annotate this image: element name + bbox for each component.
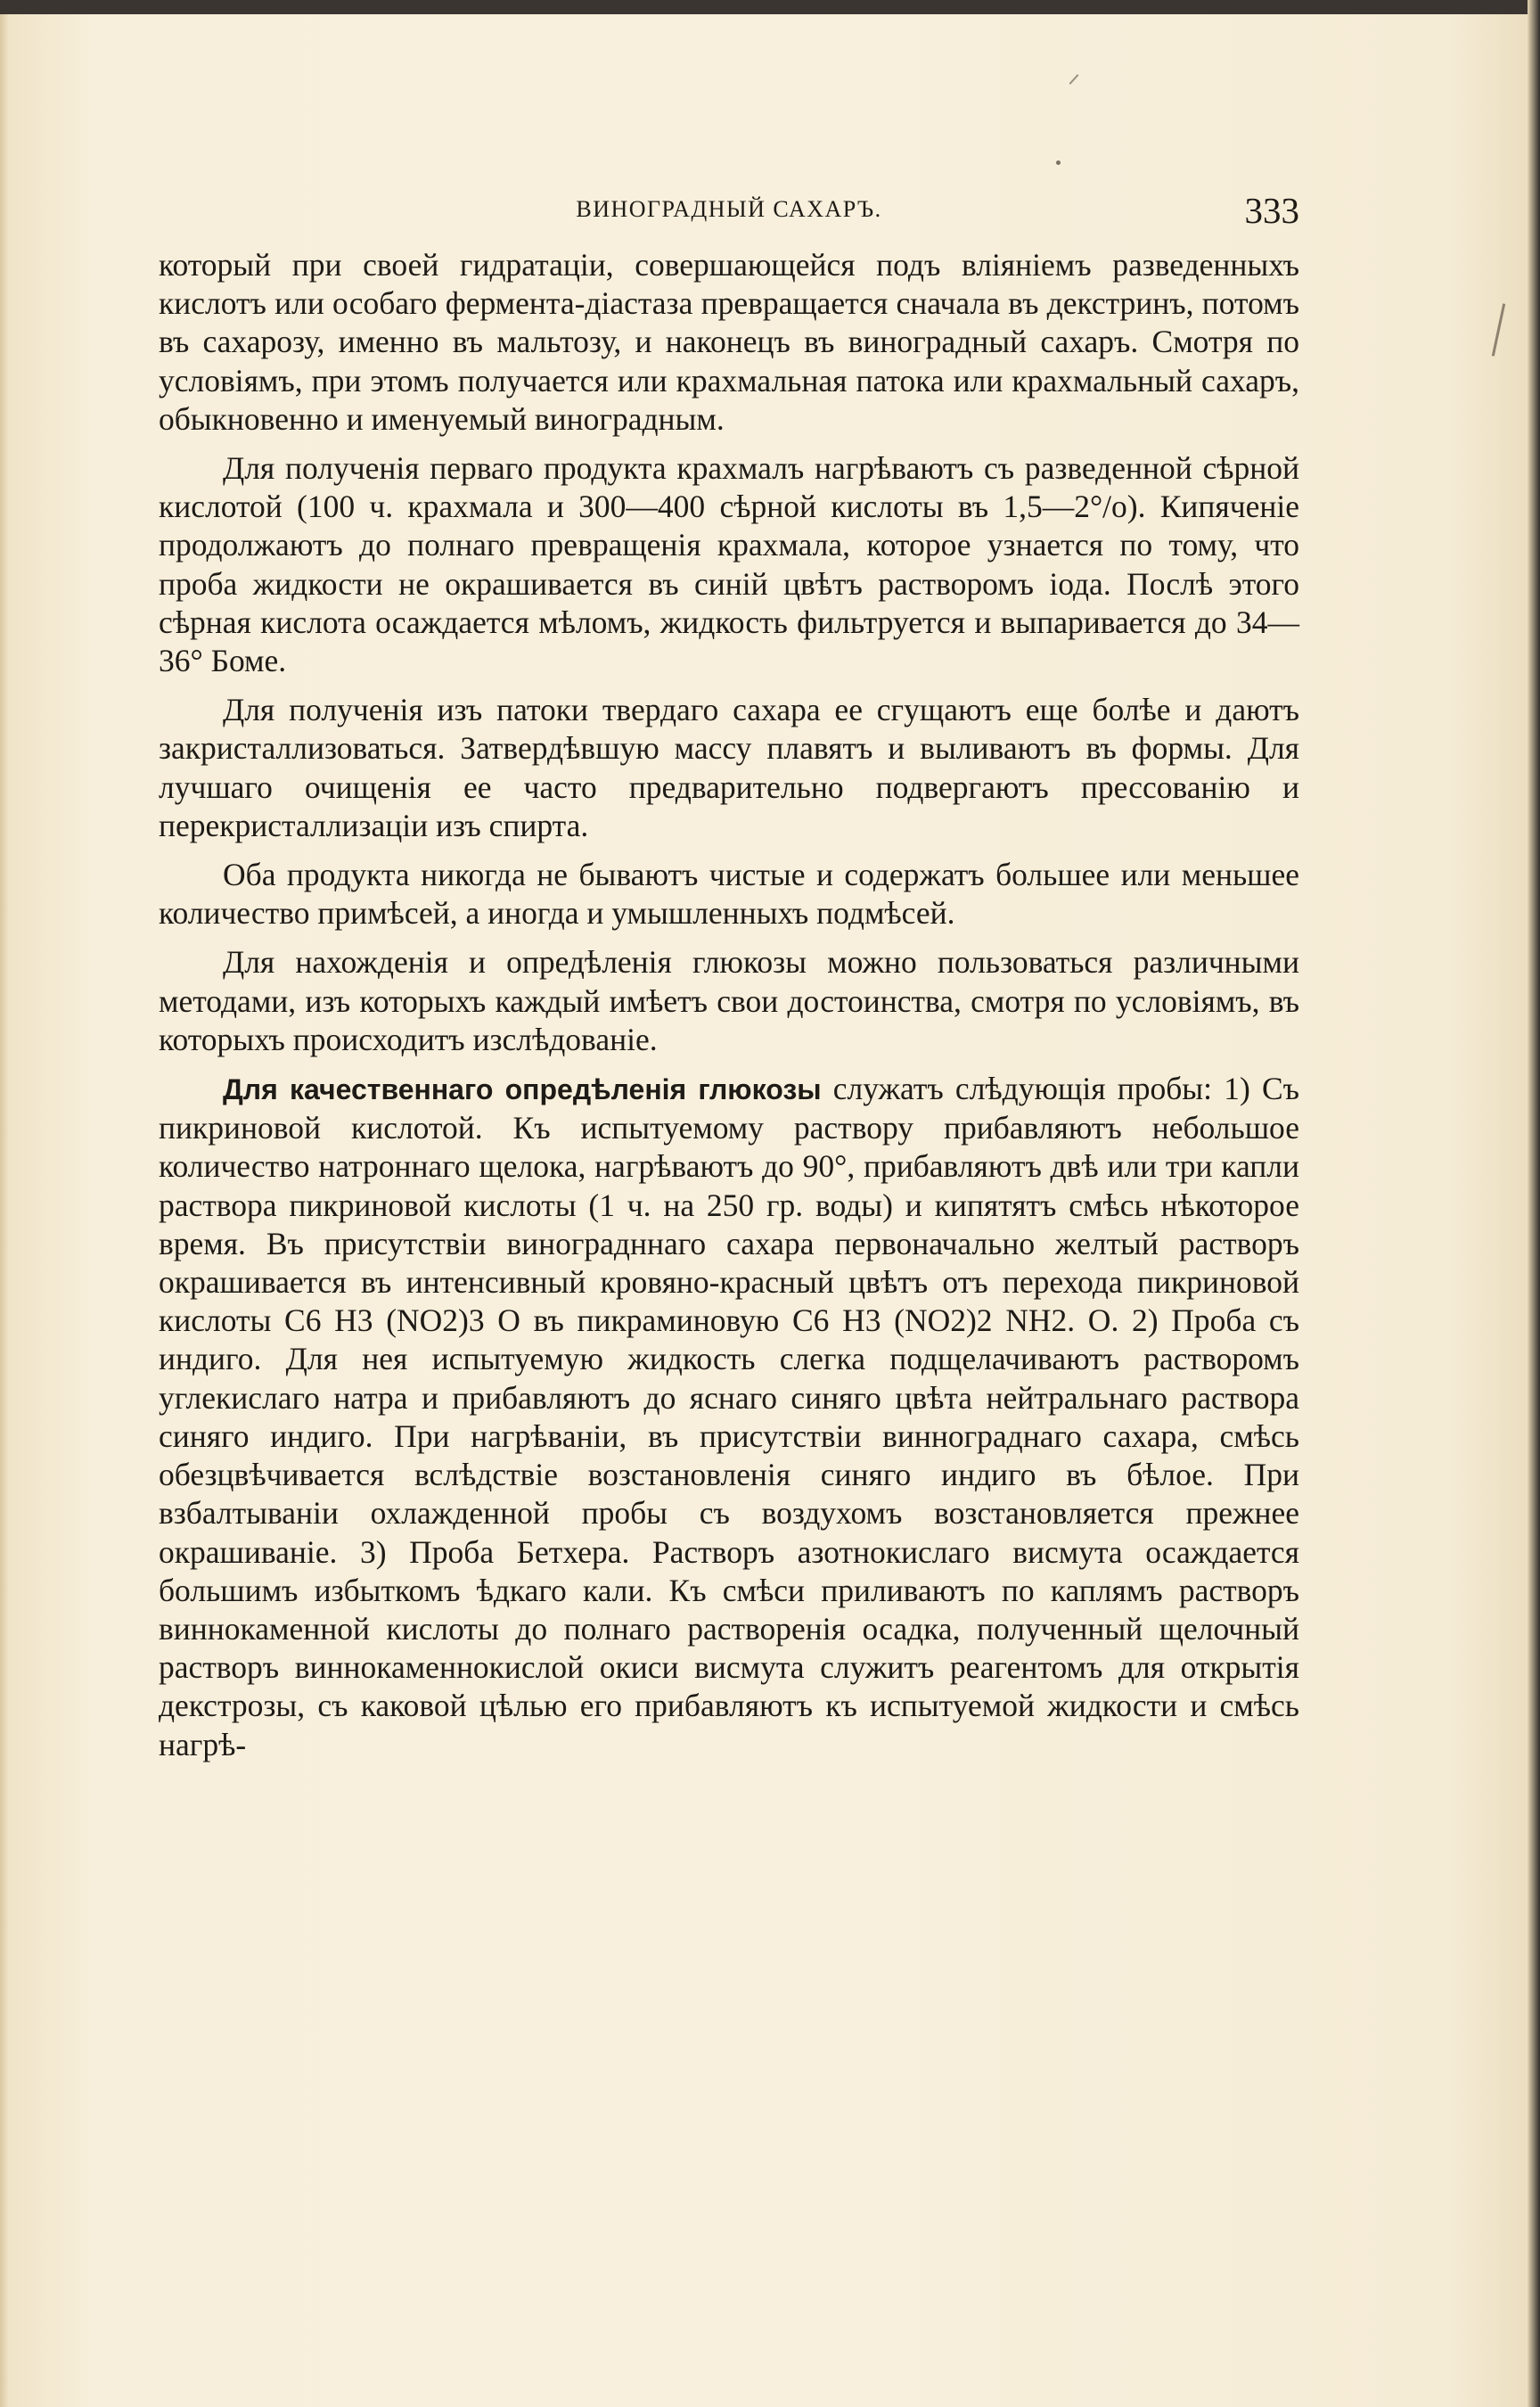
paragraph-6-text: служатъ слѣдующія пробы: 1) Съ пикриновой кислотой. Къ испытуемому раствору прибавляютъ небольшое количество натроннаго щелока, нагрѣваютъ до 90°, прибавляютъ двѣ или три капли раствора пикриновой кислоты (1 ч. на 250 гр. воды) и кипятятъ смѣсь нѣкоторое время. Въ присутствіи виноградннаго сахара первоначально желтый растворъ окрашивается въ интенсивный кровяно-красный цвѣтъ отъ перехода пикриновой кислоты C6 H3 (NO2)3 O въ пикраминовую C6 H3 (NO2)2 NH2. O. 2) Проба съ индиго. Для нея испытуемую жидкость слегка подщелачиваютъ растворомъ углекислаго натра и прибавляютъ до яснаго синяго цвѣта нейтральнаго раствора синяго индиго. При нагрѣваніи, въ присутствіи виннограднаго сахара, смѣсь обезцвѣчивается вслѣдствіе возстановленія синяго индиго въ бѣлое. При взбалтываніи охлажденной пробы съ воздухомъ возстановляется прежнее окрашиваніе. 3) Проба Бетхера. Растворъ азотнокислаго висмута осаждается большимъ избыткомъ ѣдкаго кали. Къ смѣси приливаютъ по каплямъ растворъ виннокаменной кислоты до полнаго растворенія осадка, полученный щелочный растворъ виннокаменнокислой окиси висмута служитъ реагентомъ для открытія декстрозы, съ каковой цѣлью его прибавляютъ къ испытуемой жидкости и смѣсь нагрѣ-	[159, 1071, 1299, 1762]
margin-mark	[1492, 303, 1505, 356]
paragraph-5: Для нахожденія и опредѣленія глюкозы можно пользоваться различными методами, изъ которыхъ каждый имѣетъ свои достоинства, смотря по условіямъ, въ которыхъ происходитъ изслѣдованіе.	[159, 944, 1299, 1057]
paragraph-4: Оба продукта никогда не бываютъ чистые и содержатъ большее или меньшее количество примѣсей, а иногда и умышленныхъ подмѣсей.	[159, 857, 1299, 932]
ink-dot	[1056, 160, 1061, 165]
pencil-mark	[1069, 74, 1079, 85]
paragraph-1: который при своей гидратаціи, совершающейся подъ вліяніемъ разведенныхъ кислотъ или особаго фермента-діастаза превращается сначала въ декстринъ, потомъ въ сахарозу, именно въ мальтозу, и наконецъ въ виноградный сахаръ. Смотря по условіямъ, при этомъ получается или крахмальная патока или крахмальный сахаръ, обыкновенно и именуемый виноградным.	[159, 247, 1299, 437]
paragraph-3: Для полученія изъ патоки твердаго сахара ее сгущаютъ еще болѣе и даютъ закристаллизоваться. Затвердѣвшую массу плавятъ и выливаютъ въ формы. Для лучшаго очищенія ее часто предварительно подвергаютъ прессованію и перекристаллизаціи изъ спирта.	[159, 692, 1299, 843]
running-title: ВИНОГРАДНЫЙ САХАРЪ.	[576, 196, 882, 222]
paragraph-6	[159, 1070, 1299, 1764]
page-number: 333	[1244, 190, 1299, 231]
paragraph-6-bold-lead: Для качественнаго опредѣленія глюкозы	[223, 1073, 822, 1106]
scan-left-shadow	[0, 14, 9, 2407]
page-header	[159, 189, 1299, 234]
paragraph-2: Для полученія перваго продукта крахмалъ нагрѣваютъ съ разведенной сѣрной кислотой (100 ч. крахмала и 300—400 сѣрной кислоты въ 1,5—2°/о). Кипяченіе продолжаютъ до полнаго превращенія крахмала, которое узнается по тому, что проба жидкости не окрашивается въ синій цвѣтъ растворомъ іода. Послѣ этого сѣрная кислота осаждается мѣломъ, жидкость фильтруется и выпаривается до 34—36° Боме.	[159, 450, 1299, 679]
scan-right-border	[1528, 0, 1540, 2407]
body-text	[159, 246, 1299, 1775]
scan-top-border	[0, 0, 1540, 14]
